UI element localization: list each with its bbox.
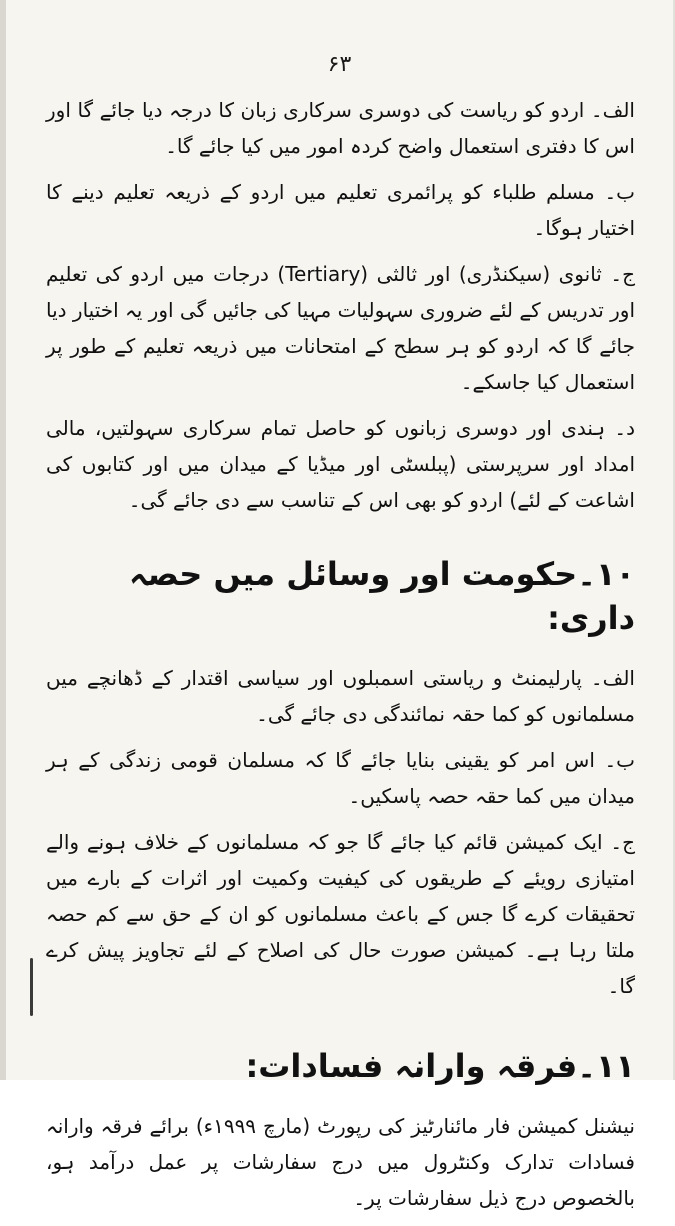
section-10-list — [46, 660, 635, 1004]
list-item: د۔ ہندی اور دوسری زبانوں کو حاصل تمام سرکاری سہولتیں، مالی امداد اور سرپرستی (پبلسٹی اور میڈیا کے میدان میں اور کتابوں کی اشاعت کے لئے) اردو کو بھی اس کے تناسب سے دی جائے گی۔ — [46, 416, 635, 512]
list-item: ب۔ مسلم طلباء کو پرائمری تعلیم میں اردو کے ذریعہ تعلیم دینے کا اختیار ہوگا۔ — [46, 180, 635, 240]
page-number: ۶۳ — [327, 52, 352, 77]
list-item: ج۔ ثانوی (سیکنڈری) اور ثالثی (Tertiary) درجات میں اردو کی تعلیم اور تدریس کے لئے ضروری سہولیات مہیا کی جائیں گی اور یہ اختیار دیا جائے گا کہ اردو کو ہر سطح کے امتحانات میں ذریعہ تعلیم کے طور پر استعمال کیا جاسکے۔ — [46, 262, 635, 394]
list-item: الف۔ پارلیمنٹ و ریاستی اسمبلوں اور سیاسی اقتدار کے ڈھانچے میں مسلمانوں کو کما حقہ نمائندگی دی جائے گی۔ — [46, 666, 635, 726]
list-item: ب۔ اس امر کو یقینی بنایا جائے گا کہ مسلمان قومی زندگی کے ہر میدان میں کما حقہ حصہ پاسکیں۔ — [46, 748, 635, 808]
section-11-intro: نیشنل کمیشن فار مائنارٹیز کی رپورٹ (مارچ ۱۹۹۹ء) برائے فرقہ وارانہ فسادات تدارک وکنٹرول میں درج سفارشات پر عمل درآمد ہو، بالخصوص درج ذیل سفارشات پر۔ — [46, 1114, 635, 1210]
section-top-list — [46, 92, 635, 518]
list-item: الف۔ اردو کو ریاست کی دوسری سرکاری زبان کا درجہ دیا جائے گا اور اس کا دفتری استعمال واضح کردہ امور میں کیا جائے گا۔ — [46, 98, 635, 158]
page-content — [46, 92, 635, 1226]
list-item: ج۔ ایک کمیشن قائم کیا جائے گا جو کہ مسلمانوں کے خلاف ہونے والے امتیازی رویئے کے طریقوں کی کیفیت وکمیت اور اثرات کے بارے میں تحقیقات کرے گا جس کے باعث مسلمانوں کو ان کے حق سے کم حصہ ملتا رہا ہے۔ کمیشن صورت حال کی اصلاح کے لئے تجاویز پیش کرے گا۔ — [46, 830, 635, 998]
section-heading-10: ۱۰۔حکومت اور وسائل میں حصہ داری: — [128, 555, 635, 637]
margin-pen-mark — [30, 958, 33, 1016]
section-heading-11: ۱۱۔فرقہ وارانہ فسادات: — [245, 1047, 635, 1085]
section-11-intro-block — [46, 1108, 635, 1216]
